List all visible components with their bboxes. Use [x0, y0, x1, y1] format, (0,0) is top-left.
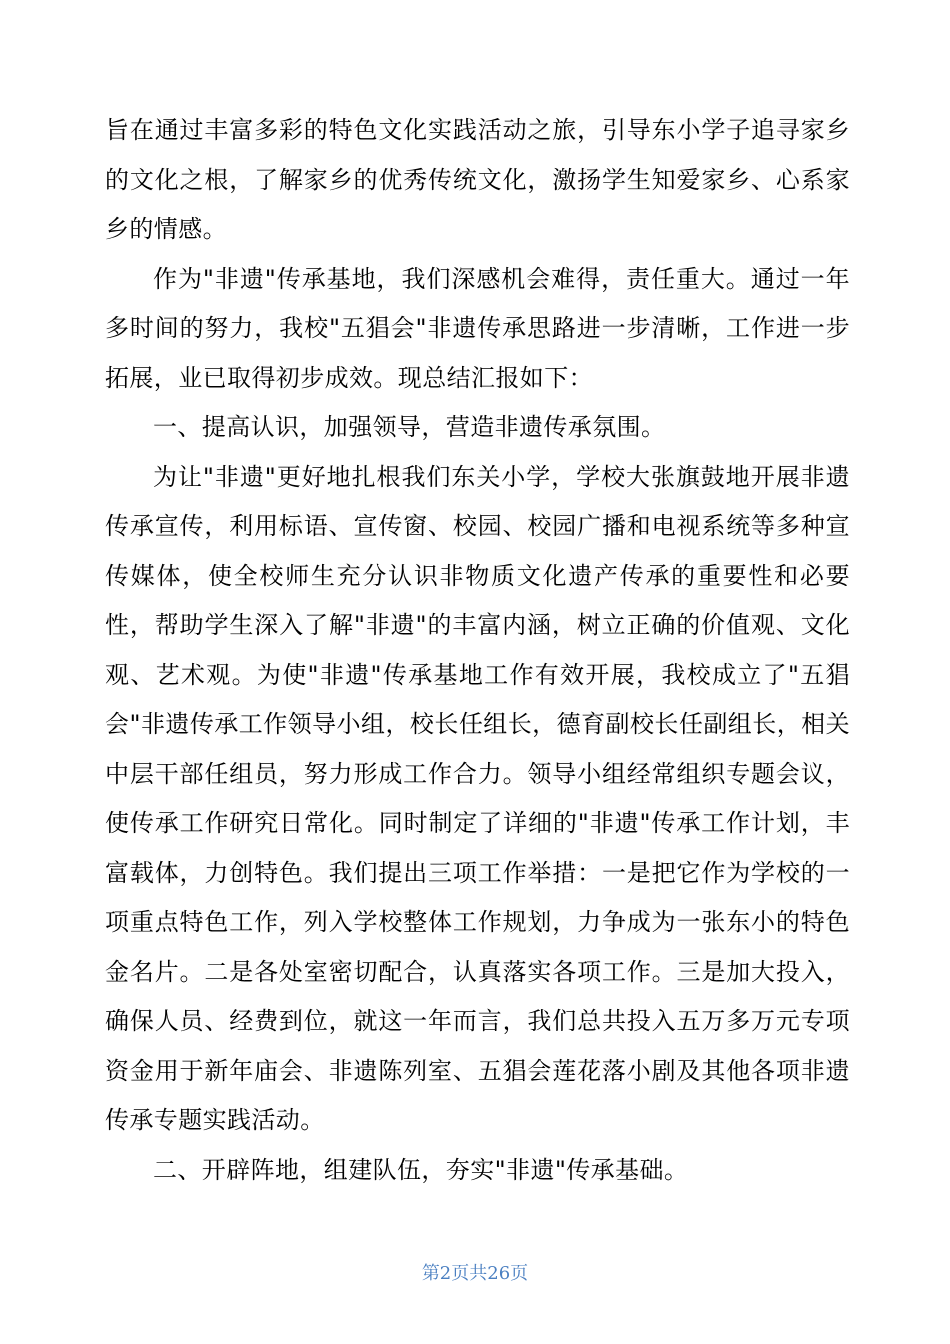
paragraph-continuation: 旨在通过丰富多彩的特色文化实践活动之旅，引导东小学子追寻家乡的文化之根，了解家乡的优秀传统文化，激扬学生知爱家乡、心系家乡的情感。	[105, 116, 850, 243]
paragraph-intro: 作为"非遗"传承基地，我们深感机会难得，责任重大。通过一年多时间的努力，我校"五猖会"非遗传承思路进一步清晰，工作进一步拓展，业已取得初步成效。现总结汇报如下：	[105, 264, 850, 392]
paragraph-section-1: 为让"非遗"更好地扎根我们东关小学，学校大张旗鼓地开展非遗传承宣传，利用标语、宣传窗、校园、校园广播和电视系统等多种宣传媒体，使全校师生充分认识非物质文化遗产传承的重要性和必要性，帮助学生深入了解"非遗"的丰富内涵，树立正确的价值观、文化观、艺术观。为使"非遗"传承基地工作有效开展，我校成立了"五猖会"非遗传承工作领导小组，校长任组长，德育副校长任副组长，相关中层干部任组员，努力形成工作合力。领导小组经常组织专题会议，使传承工作研究日常化。同时制定了详细的"非遗"传承工作计划，丰富载体，力创特色。我们提出三项工作举措：一是把它作为学校的一项重点特色工作，列入学校整体工作规划，力争成为一张东小的特色金名片。二是各处室密切配合，认真落实各项工作。三是加大投入，确保人员、经费到位，就这一年而言，我们总共投入五万多万元专项资金用于新年庙会、非遗陈列室、五猖会莲花落小剧及其他各项非遗传承专题实践活动。	[105, 462, 850, 1134]
document-body	[105, 106, 850, 1195]
section-heading-2: 二、开辟阵地，组建队伍，夯实"非遗"传承基础。	[153, 1155, 689, 1184]
page-number-footer: 第2页共26页	[421, 1263, 529, 1284]
section-heading-1: 一、提高认识，加强领导，营造非遗传承氛围。	[153, 413, 666, 441]
